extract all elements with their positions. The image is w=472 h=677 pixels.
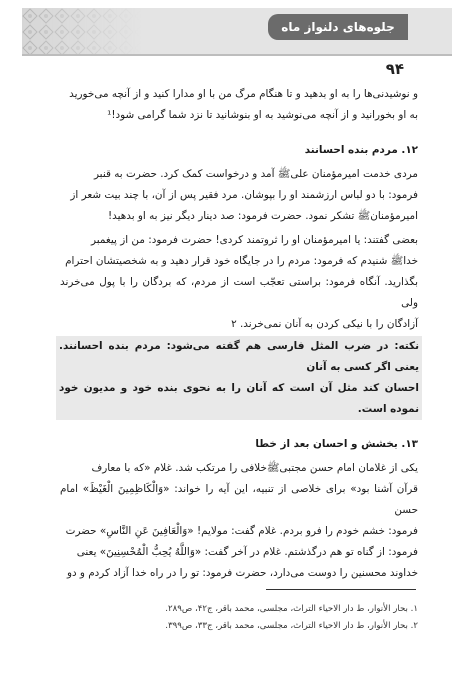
text-line: امیرمؤمنانﷺ تشکر نمود. حضرت فرمود: صد دینار دیگر نیز به او بدهید!	[108, 210, 418, 222]
text-line: یکی از غلامان امام حسن مجتبیﷺخلافی را مرتکب شد. غلام «که با معارف	[91, 462, 418, 474]
text-line: خداﷺ شنیدم که فرمود: مردم را در جایگاه خود قرار دهید و به شخصیتشان احترام	[65, 255, 418, 267]
text-line: بعضی گفتند: یا امیرمؤمنان او را ثروتمند کردی! حضرت فرمود: من از پیغمبر	[90, 234, 418, 246]
note-line: نکته: در ضرب المثل فارسی هم گفته می‌شود: مردم بنده احسانند. یعنی اگر کسی به آنان	[59, 340, 419, 373]
text-line: بگذارید. آنگاه فرمود: براستی تعجّب است از مردم، که بردگان را با پول می‌خرند ولی	[60, 276, 418, 309]
section-title: ۱۳. بخشش و احسان بعد از خطا	[255, 438, 418, 450]
section-title: ۱۲. مردم بنده احسانند	[304, 144, 418, 156]
footnote-1: ۱. بحار الأنوار، ط دار الاحیاء التراث، مجلسی، محمد باقر، ج۴۲، ص۲۸۹.	[165, 604, 418, 614]
text-line: آزادگان را با نیکی کردن به آنان نمی‌خرند. ۲	[231, 318, 418, 330]
ornament-pattern-icon	[22, 8, 142, 54]
text-line: خداوند محسنین را دوست می‌دارد، حضرت فرمود: تو را در راه خدا آزاد کردم و دو	[66, 567, 418, 579]
note-box	[56, 336, 422, 420]
text-line: به او بخورانید و از آنچه می‌نوشید به او بنوشانید تا نزد شما گرامی شود!¹	[107, 109, 418, 121]
footnotes	[60, 601, 418, 635]
text-line: مردی خدمت امیرمؤمنان علیﷺ آمد و درخواست کمک کرد. حضرت به قنبر	[93, 168, 418, 180]
text-line: قرآن آشنا بود» برای خلاصی از تنبیه، این آیه را خواند: «وَالْكَاظِمِينَ الْغَيْظَ» امام حسن	[60, 483, 418, 516]
running-header	[22, 8, 452, 56]
text-line: فرمود: از گناه تو هم درگذشتم. غلام در آخر گفت: «وَاللَّهُ يُحِبُّ الْمُحْسِنِينَ» یعنی	[76, 546, 418, 558]
footnote-divider	[266, 589, 416, 590]
text-line: و نوشیدنی‌ها را به او بدهید و تا هنگام مرگ من با او مدارا کنید و از آنچه می‌خورید	[69, 88, 418, 100]
chapter-title-tab: جلوه‌های دلنواز ماه	[268, 14, 408, 40]
note-line: احسان کند مثل آن است که آنان را به نحوی بنده خود و مدیون خود نموده است.	[59, 382, 419, 415]
page-number: ۹۴	[385, 60, 404, 78]
page-body	[60, 84, 418, 584]
footnote-2: ۲. بحار الأنوار، ط دار الاحیاء التراث، مجلسی، محمد باقر، ج۳۳، ص۳۹۹.	[165, 621, 418, 631]
text-line: فرمود: با دو لباس ارزشمند او را بپوشان. مرد فقیر پس از آن، با چند بیت شعر از	[70, 189, 418, 201]
text-line: فرمود: خشم خودم را فرو بردم. غلام گفت: مولایم! «وَالْعَافِينَ عَنِ النَّاسِ» حضرت	[65, 525, 418, 537]
